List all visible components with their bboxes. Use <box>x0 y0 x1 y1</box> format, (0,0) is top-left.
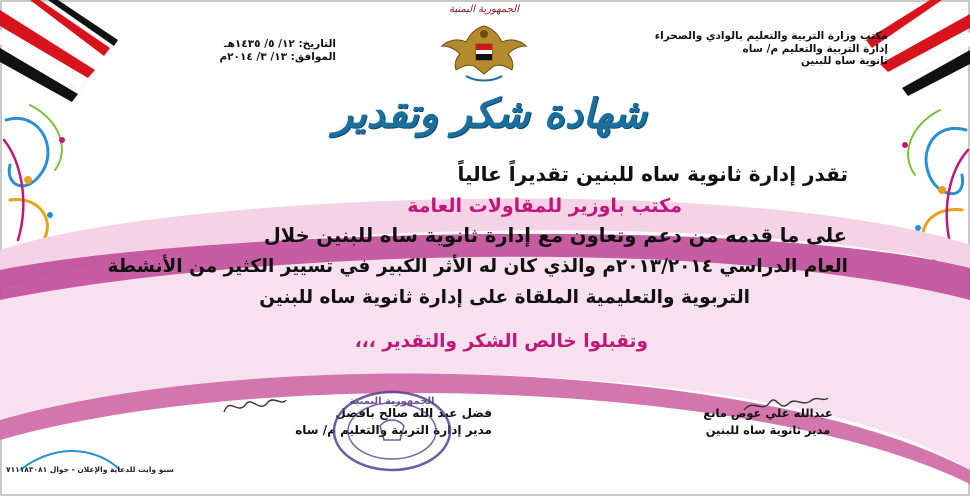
body-line-academic-year: العام الدراسي ٢٠١٣/٢٠١٤م والذي كان له الأثر الكبير في تسيير الكثير من الأنشطة <box>107 256 848 277</box>
flag-ribbon-left <box>0 0 118 102</box>
gregorian-date: الموافق: ١٣/ ٣/ ٢٠١٤م <box>219 51 336 63</box>
recipient-name: مكتب باوزير للمقاولات العامة <box>407 195 682 217</box>
left-signatory-name: فضل عبد الله صالح بافضل <box>335 406 492 420</box>
hijri-date: التاريخ: ١٢/ ٥/ ١٤٣٥هـ <box>224 38 336 50</box>
issuer-line: إدارة التربية والتعليم م/ ساه <box>742 42 888 55</box>
stamp-text: الجمهورية اليمنية <box>349 396 435 407</box>
body-line-support: على ما قدمه من دعم وتعاون مع إدارة ثانوية ساه للبنين خلال <box>263 224 847 247</box>
certificate-title: شهادة شكر وتقدير <box>333 90 647 137</box>
left-signatory-role: مدير إدارة التربية والتعليم م/ ساه <box>295 423 492 437</box>
right-signatory-role: مدير ثانوية ساه للبنين <box>705 423 831 437</box>
republic-emblem <box>436 4 532 88</box>
printer-credit: سنو وايت للدعاية والإعلان - جوال ٧١١١٨٣٠٨١ <box>6 465 174 474</box>
eagle-emblem-icon <box>436 4 532 88</box>
issuer-line: ثانوية ساه للبنين <box>800 55 888 67</box>
right-signatory-name: عبدالله علي عوض مانع <box>703 406 833 420</box>
body-line-activities: التربوية والتعليمية الملقاة على إدارة ثانوية ساه للبنين <box>259 287 750 308</box>
closing-line: وتقبلوا خالص الشكر والتقدير ،،، <box>354 331 648 352</box>
issuer-line: مكتب وزارة التربية والتعليم بالوادي والصحراء <box>654 30 888 42</box>
header-date-block <box>196 38 336 64</box>
right-signatory <box>668 405 868 439</box>
official-stamp-icon <box>330 388 454 474</box>
left-swirl-decoration <box>4 105 65 250</box>
republic-script-text: الجمهورية اليمنية <box>448 4 519 15</box>
header-issuer-block <box>558 30 888 68</box>
body-line-appreciation: تقدر إدارة ثانوية ساه للبنين تقديراً عالياً <box>457 162 848 186</box>
